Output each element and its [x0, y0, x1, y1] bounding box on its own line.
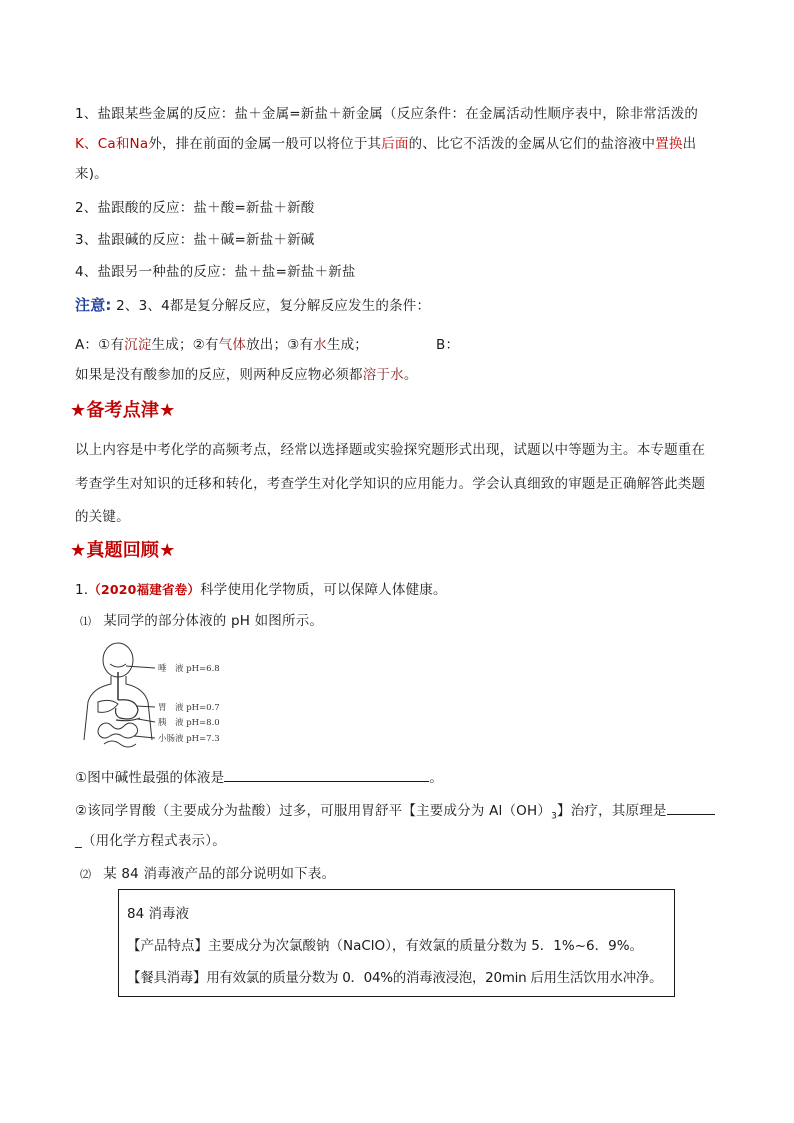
cond-a-text-3: 放出；③有 [246, 337, 314, 353]
question-b-text-2: （用化学方程式表示）。 [81, 833, 226, 849]
salt-metal-text: 1、盐跟某些金属的反应：盐＋金属=新盐＋新金属（反应条件：在金属活动性顺序表中，除非常活泼的 [75, 106, 699, 122]
note-text: 2、3、4都是复分解反应，复分解反应发生的条件： [111, 298, 431, 314]
reaction-salt-acid: 2、盐跟酸的反应：盐＋酸=新盐＋新酸 [75, 200, 315, 216]
head-outline [103, 643, 133, 677]
label-intestinal: 小肠液 pH=7.3 [158, 734, 220, 744]
highlight-replace: 置换 [655, 136, 683, 152]
question-b-line-2 [75, 831, 226, 851]
right-shoulder-outline [126, 676, 152, 740]
sub-question-1-text: 某同学的部分体液的 pH 如图所示。 [103, 613, 324, 629]
salt-metal-text-2: 外，排在前面的金属一般可以将位于其 [148, 136, 382, 152]
salt-metal-line-2 [75, 134, 696, 154]
highlight-metals: K、Ca和Na [75, 136, 149, 152]
cond-a-text-2: 生成；②有 [151, 337, 219, 353]
stomach-outline [116, 700, 139, 719]
cond-b-text-1: 如果是没有酸参加的反应，则两种反应物必须都 [75, 367, 363, 383]
salt-metal-text-4: 出 [682, 136, 697, 152]
sub-question-1 [80, 611, 323, 632]
question-source: （2020福建省卷） [88, 582, 201, 597]
question-number: 1. [75, 582, 89, 598]
sub-question-1-number: ⑴ [80, 615, 92, 628]
intestine-outline [98, 723, 138, 738]
salt-metal-text-3: 的、比它不活泼的金属从它们的盐溶液中 [408, 136, 656, 152]
tips-line-3: 的关键。 [75, 509, 130, 525]
table-row-disinfection: 【餐具消毒】用有效氯的质量分数为 0．04%的消毒液浸泡，20min 后用生活饮用水冲净。 [127, 970, 663, 986]
cond-precipitate: 沉淀 [124, 337, 152, 353]
highlight-after: 后面 [381, 136, 409, 152]
label-saliva: 唾 液 pH=6.8 [158, 664, 220, 674]
question-a-line [75, 768, 443, 788]
sub-question-2-number: ⑵ [80, 868, 92, 881]
cond-b-text-2: 。 [403, 367, 418, 383]
table-row-features: 【产品特点】主要成分为次氯酸钠（NaClO），有效氯的质量分数为 5．1%~6．9%。 [127, 938, 644, 954]
table-title: 84 消毒液 [127, 906, 189, 922]
sub-question-2-text: 某 84 消毒液产品的部分说明如下表。 [103, 866, 336, 882]
product-info-table [118, 889, 675, 997]
salt-metal-line-1 [75, 104, 698, 124]
question-a-end: 。 [429, 770, 444, 786]
subscript-3: 3 [551, 811, 557, 822]
question-text: 科学使用化学物质，可以保障人体健康。 [200, 582, 447, 598]
answer-blank-b-cont[interactable]: _ [75, 833, 82, 849]
reaction-salt-salt: 4、盐跟另一种盐的反应：盐＋盐=新盐＋新盐 [75, 264, 356, 280]
note-label: 注意: [75, 296, 112, 314]
section-title-review: ★真题回顾★ [70, 540, 176, 561]
section-title-tips: ★备考点津★ [70, 400, 176, 421]
question-b-text-end: 】治疗，其原理是 [557, 803, 667, 819]
sub-question-2 [80, 864, 335, 885]
question-a-text: ①图中碱性最强的体液是 [75, 770, 225, 786]
question-b-line-1 [75, 801, 715, 827]
answer-blank-a[interactable] [224, 768, 429, 782]
cond-dissolve: 溶于水 [362, 367, 404, 383]
body-fluid-ph-figure [80, 640, 240, 755]
cond-a-text-1: A：①有 [75, 337, 125, 353]
condition-a-line [75, 335, 368, 355]
tips-line-2: 考查学生对知识的迁移和转化，考查学生对化学知识的应用能力。学会认真细致的审题是正确解答此类题 [75, 476, 706, 492]
question-1-line [75, 580, 447, 600]
reaction-salt-base: 3、盐跟碱的反应：盐＋碱=新盐＋新碱 [75, 232, 315, 248]
cond-gas: 气体 [218, 337, 247, 353]
question-b-text: ②该同学胃酸（主要成分为盐酸）过多，可服用胃舒平【主要成分为 Al（OH） [75, 803, 552, 819]
cond-a-text-4: 生成； [326, 337, 368, 353]
salt-metal-line-3: 来)。 [75, 166, 108, 182]
answer-blank-b[interactable] [667, 801, 715, 815]
label-pancreatic: 胰 液 pH=8.0 [158, 718, 220, 728]
condition-b-label: B： [436, 337, 460, 353]
tips-line-1: 以上内容是中考化学的高频考点，经常以选择题或实验探究题形式出现，试题以中等题为主。本专题重在 [75, 442, 706, 458]
condition-b-line [75, 365, 418, 385]
cond-water: 水 [313, 337, 327, 353]
note-line [75, 295, 430, 316]
label-gastric: 胃 液 pH=0.7 [158, 703, 220, 713]
